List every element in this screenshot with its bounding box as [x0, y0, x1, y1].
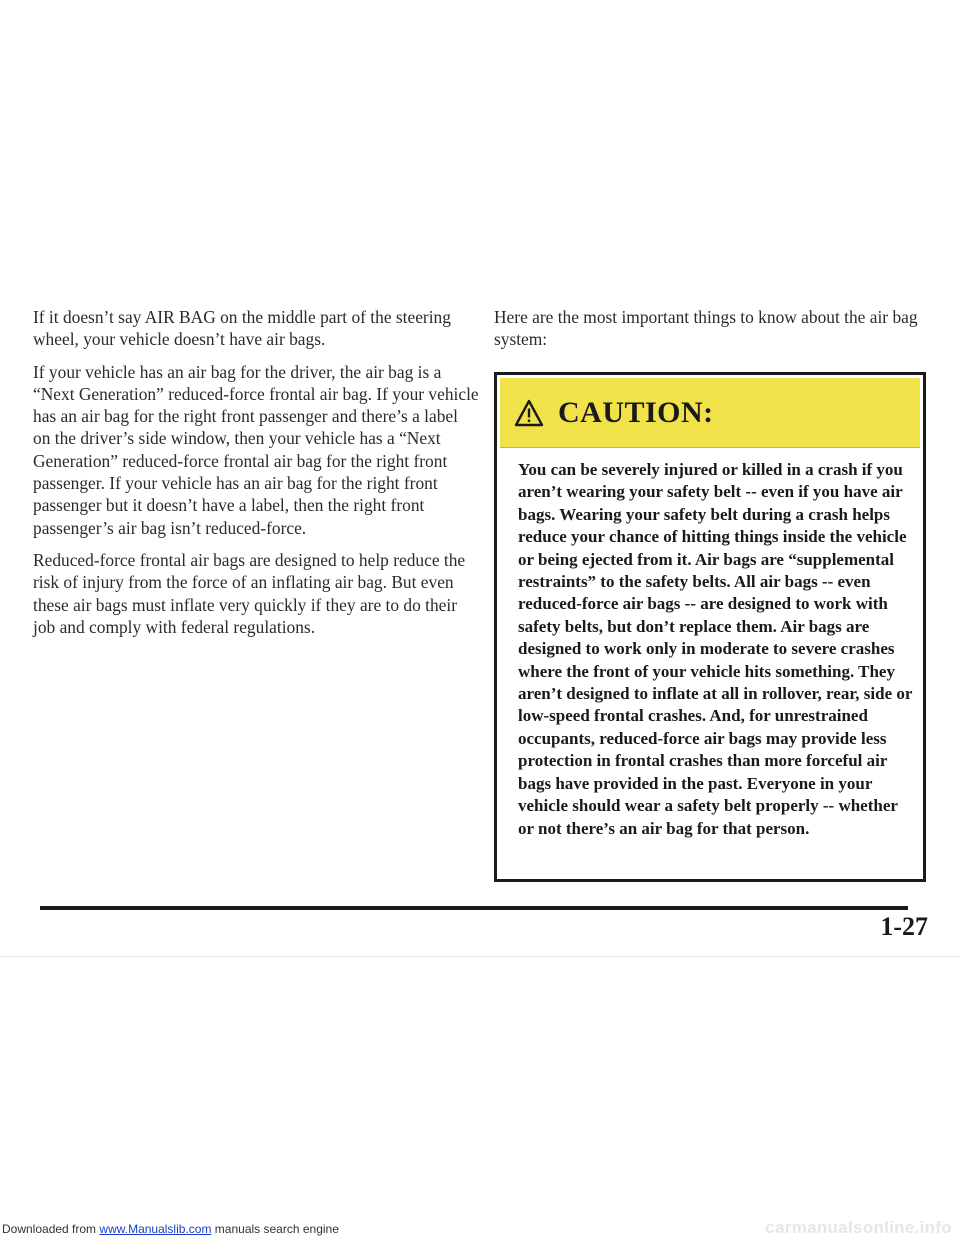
manualslib-link[interactable]: www.Manualslib.com [99, 1222, 212, 1236]
watermark: carmanualsonline.info [765, 1218, 952, 1237]
banner-prefix: Downloaded from [2, 1222, 97, 1236]
caution-text: You can be severely injured or killed in a crash if you aren’t wearing your safety belt -- even if you have air bags. Wearing your safety belt during a crash helps reduce your chance of hitting things inside the vehicle or being ejected from it. Air bags are “supplemental restraints” to the safety belts. All air bags -- even reduced-force air bags -- are designed to work with safety belts, but don’t replace them. Air bags are designed to work only in moderate to severe crashes where the front of your vehicle hits something. They aren’t designed to inflate at all in rollover, rear, side or low-speed frontal crashes. And, for unrestrained occupants, reduced-force air bags may provide less protection in frontal crashes than more forceful air bags have provided in the past. Everyone in your vehicle should wear a safety belt properly -- whether or not there’s an air bag for that person. [518, 460, 913, 838]
left-column [33, 306, 479, 648]
right-column [494, 306, 934, 351]
caution-title: CAUTION: [558, 395, 714, 429]
warning-triangle-icon [514, 399, 544, 427]
caution-box [494, 372, 926, 882]
paragraph-next-generation: If your vehicle has an air bag for the driver, the air bag is a “Next Generation” reduced-force frontal air bag. If your vehicle has an air bag for the right front passenger and there’s a label on the driver’s side window, then your vehicle has a “Next Generation” reduced-force frontal air bag for the right front passenger. If your vehicle has an air bag for the right front passenger but it doesn’t have a label, then the right front passenger’s air bag isn’t reduced-force. [33, 361, 479, 538]
paragraph-reduced-force: Reduced-force frontal air bags are designed to help reduce the risk of injury from the force of an inflating air bag. But even these air bags must inflate very quickly if they are to do their job and comply with federal regulations. [33, 549, 466, 637]
scan-edge-line [0, 956, 960, 957]
page-number: 1-27 [880, 912, 928, 941]
air-bag-intro: Here are the most important things to know about the air bag system: [494, 307, 918, 350]
paragraph-no-air-bag: If it doesn’t say AIR BAG on the middle part of the steering wheel, your vehicle doesn’t have air bags. [33, 307, 451, 350]
banner-suffix: manuals search engine [214, 1222, 339, 1236]
footer-rule [40, 906, 908, 910]
download-banner [2, 1222, 339, 1236]
caution-header [500, 378, 920, 448]
